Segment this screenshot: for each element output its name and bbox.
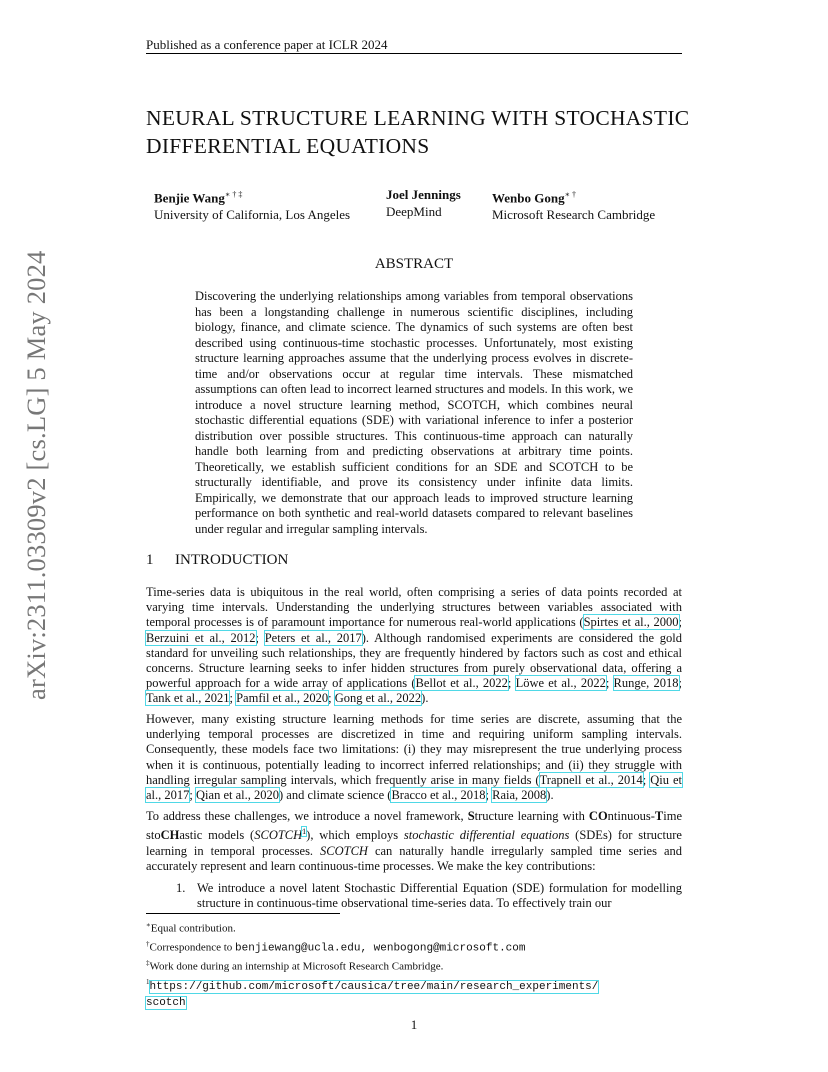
author-name: Wenbo Gong xyxy=(492,190,565,206)
header-rule xyxy=(146,53,682,54)
footnote-3 xyxy=(146,956,686,975)
paper-title xyxy=(146,104,706,160)
para-text: ime sto xyxy=(146,809,682,843)
repo-url-link[interactable]: https://github.com/microsoft/causica/tree/main/research_experiments/ xyxy=(149,980,599,993)
bold-letter: T xyxy=(654,809,664,823)
bold-letter: S xyxy=(467,809,475,823)
para-text: ). Although randomised experiments are considered the gold standard for unveiling such relationships, they are frequently hindered by factors such as cost and ethical concerns. Structure learning seeks to infer hidden structures from purely observational data, offering a powerful approach for a wide array of applications ( xyxy=(146,630,682,691)
section-title: INTRODUCTION xyxy=(175,552,289,568)
footnotes xyxy=(146,918,686,1011)
citation-link[interactable]: Qian et al., 2020 xyxy=(196,788,279,803)
section-heading xyxy=(146,552,288,569)
footnote-text: Correspondence to xyxy=(149,941,236,954)
title-line-2: DIFFERENTIAL EQUATIONS xyxy=(146,134,430,158)
citation-link[interactable]: Runge, 2018 xyxy=(613,676,679,691)
footnote-mark: ‡ xyxy=(146,959,150,968)
para-text: ntinuous- xyxy=(607,809,655,823)
author-block-3 xyxy=(492,186,655,223)
list-number: 1. xyxy=(176,881,186,895)
paragraph-3 xyxy=(146,809,682,874)
abstract-text: Discovering the underlying relationships among variables from temporal observations has been a longstanding challenge in numerous scientific disciplines, including biology, finance, and climate science. The dynamics of such systems are often best described using continuous-time stochastic processes. Unfortunately, most existing structure learning approaches assume that the underlying process evolves in discrete-time and/or observations occur at regular time intervals. These mismatched assumptions can often lead to incorrect learned structures and models. In this work, we introduce a novel structure learning method, SCOTCH, which combines neural stochastic differential equations (SDE) with variational inference to infer a posterior distribution over possible structures. This continuous-time approach can naturally handle both learning from and predicting observations at arbitrary time points. Theoretically, we establish sufficient conditions for an SDE and SCOTCH to be structurally identifiable, and prove its consistency under infinite data limits. Empirically, we demonstrate that our approach leads to improved structure learning performance on both synthetic and real-world datasets compared to relevant baselines under regular and irregular sampling intervals. xyxy=(195,289,633,536)
citation-link[interactable]: Gong et al., 2022 xyxy=(334,691,422,706)
para-text: can naturally handle irregularly sampled time series and accurately represent and learn continuous-time processes. We make the key contributions: xyxy=(146,843,682,873)
citation-link[interactable]: Trapnell et al., 2014 xyxy=(539,772,643,787)
footnote-2 xyxy=(146,937,686,957)
emphasis-text: stochastic differential equations xyxy=(403,828,570,843)
list-text: We introduce a novel latent Stochastic Differential Equation (SDE) formulation for modelling structure in continuous-time observational time-series data. To effectively train our xyxy=(197,881,682,911)
citation-link[interactable]: Spirtes et al., 2000 xyxy=(583,615,679,630)
author-block-2 xyxy=(386,186,461,220)
citation-link[interactable]: Löwe et al., 2022 xyxy=(515,676,606,691)
citation-link[interactable]: Peters et al., 2017 xyxy=(264,630,362,645)
bold-letter: CO xyxy=(588,809,608,823)
author-affiliation: DeepMind xyxy=(386,204,442,219)
repo-url-link[interactable]: scotch xyxy=(146,996,186,1009)
title-line-1: NEURAL STRUCTURE LEARNING WITH STOCHASTIC xyxy=(146,106,690,130)
author-marks: ∗ † ‡ xyxy=(224,190,243,199)
para-text: tructure learning with xyxy=(474,809,589,823)
footnote-text: Equal contribution. xyxy=(150,922,236,935)
para-text: ). xyxy=(421,691,429,706)
arxiv-identifier: arXiv:2311.03309v2 [cs.LG] 5 May 2024 xyxy=(21,250,51,700)
paragraph-2: However, many existing structure learning methods for time series are discrete, assuming that the underlying temporal processes are discretized in time and requiring uniform sampling intervals. Consequently, these models face two limitations: (i) they may misrepresent the true underlying process when it is continuous, potentially leading to incorrect inferred relationships; and (ii) they struggle with handling irregular sampling intervals, which frequently arise in many fields (Trapnell et al., 2014; Qiu et al., 2017; Qian et al., 2020) and climate science (Bracco et al., 2018; Raia, 2008). xyxy=(146,712,682,803)
footnote-mark: 1 xyxy=(146,977,150,986)
author-marks: ∗ † xyxy=(564,190,577,199)
bold-letter: CH xyxy=(160,828,180,843)
footnote-mark: ∗ xyxy=(146,921,151,929)
paragraph-1: Time-series data is ubiquitous in the real world, often comprising a series of data points recorded at varying time intervals. Understanding the underlying structures between variables associated with temporal processes is of paramount importance for numerous real-world applications (Spirtes et al., 2000; Berzuini et al., 2012; Peters et al., 2017). Although randomised experiments are considered the gold standard for unveiling such relationships, they are frequently hindered by factors such as cost and ethical concerns. Structure learning seeks to infer hidden structures from purely observational data, offering a powerful approach for a wide array of applications (Bellot et al., 2022; Löwe et al., 2022; Runge, 2018; Tank et al., 2021; Pamfil et al., 2020; Gong et al., 2022). xyxy=(146,585,682,706)
citation-link[interactable]: Bracco et al., 2018 xyxy=(391,788,486,803)
author-block-1 xyxy=(154,186,350,223)
author-affiliation: Microsoft Research Cambridge xyxy=(492,207,656,223)
footnote-4-cont xyxy=(146,995,686,1011)
author-name: Joel Jennings xyxy=(386,187,461,202)
citation-link[interactable]: Berzuini et al., 2012 xyxy=(146,630,256,645)
section-number: 1 xyxy=(146,552,154,568)
citation-link[interactable]: Qiu et al., 2017 xyxy=(146,772,682,803)
email-addresses: benjiewang@ucla.edu, wenbogong@microsoft.com xyxy=(235,942,526,955)
para-text: astic models ( xyxy=(179,828,255,843)
para-text: Time-series data is ubiquitous in the real world, often comprising a series of data points recorded at varying time intervals. Understanding the underlying structures between variables associated with temporal processes is of paramount importance for numerous real-world applications ( xyxy=(146,585,682,630)
page-number: 1 xyxy=(410,1017,418,1032)
citation-link[interactable]: Pamfil et al., 2020 xyxy=(236,691,329,706)
abstract-heading: ABSTRACT xyxy=(374,256,454,272)
footnote-mark: † xyxy=(146,939,150,948)
para-text: (SDEs) for structure learning in temporal processes. xyxy=(146,828,682,858)
para-text: However, many existing structure learning methods for time series are discrete, assuming that the underlying temporal processes are discretized in time and requiring uniform sampling intervals. Consequently, these models face two limitations: (i) they may misrepresent the true underlying process when it is continuous, potentially leading to incorrect inferred relationships; and (ii) they struggle with handling irregular sampling intervals, which frequently arise in many fields ( xyxy=(146,712,682,787)
method-name: SCOTCH xyxy=(254,828,303,843)
citation-link[interactable]: Raia, 2008 xyxy=(492,788,547,803)
footnote-text: Work done during an internship at Microsoft Research Cambridge. xyxy=(149,960,444,973)
footnote-1 xyxy=(146,918,686,937)
para-text: ). xyxy=(546,788,554,803)
author-name: Benjie Wang xyxy=(154,190,225,206)
footnote-rule xyxy=(146,913,340,914)
running-header: Published as a conference paper at ICLR 2024 xyxy=(146,37,388,52)
para-text: ), which employs xyxy=(306,828,404,843)
citation-link[interactable]: Bellot et al., 2022 xyxy=(415,676,508,691)
footnote-4 xyxy=(146,975,686,995)
footnote-ref-link[interactable]: 1 xyxy=(302,827,307,837)
para-text: To address these challenges, we introduce a novel framework, xyxy=(146,809,468,823)
para-text: ) and climate science ( xyxy=(278,788,392,803)
method-name: SCOTCH xyxy=(320,843,368,858)
citation-link[interactable]: Tank et al., 2021 xyxy=(146,691,230,706)
contribution-list-item xyxy=(176,881,682,911)
author-affiliation: University of California, Los Angeles xyxy=(154,207,351,223)
